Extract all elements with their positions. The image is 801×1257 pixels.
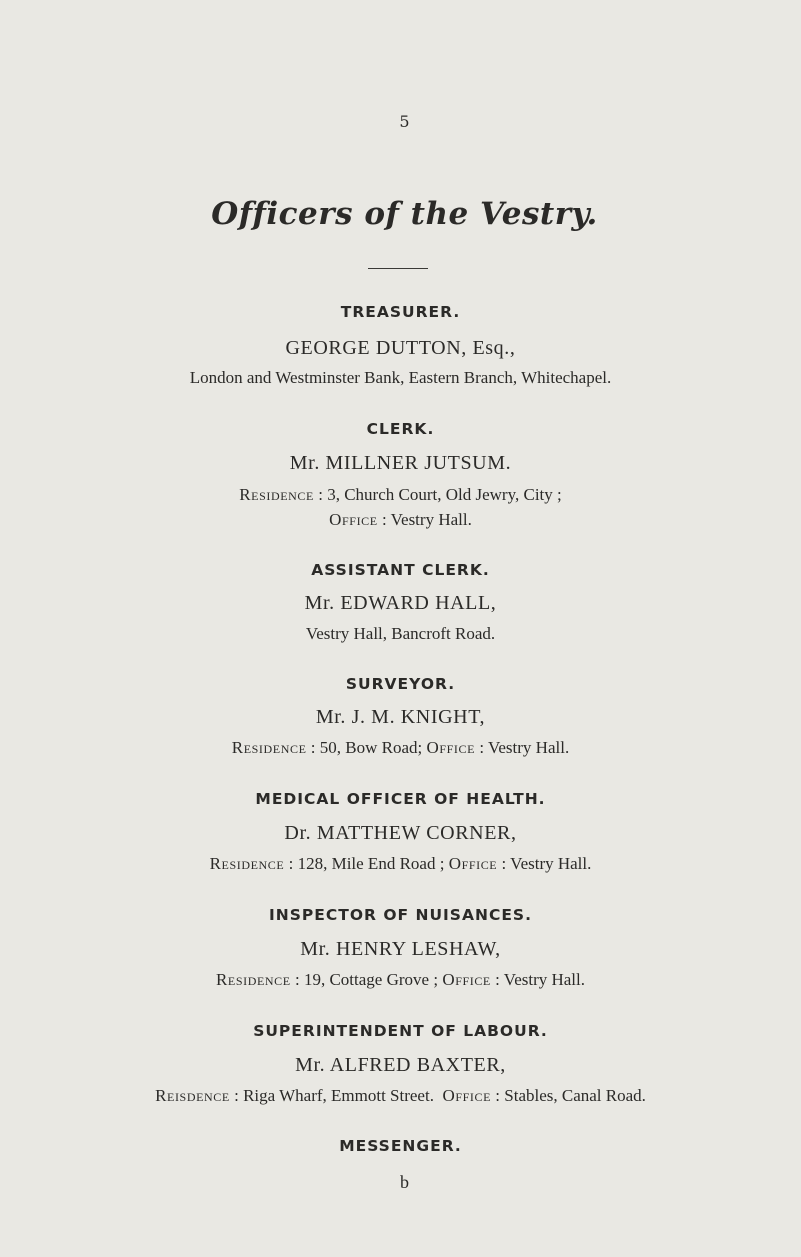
treasurer-heading: TREASURER.	[340, 303, 461, 321]
residence-label: Residence	[231, 738, 307, 757]
medical-officer-office: Vestry Hall.	[510, 854, 592, 873]
medical-officer-heading: MEDICAL OFFICER OF HEALTH.	[255, 790, 546, 808]
inspector-residence: 19, Cottage Grove ;	[303, 970, 439, 989]
medical-officer-name: Dr. MATTHEW CORNER,	[284, 822, 517, 844]
superintendent-details: Reisdence : Riga Wharf, Emmott Street. Office : Stables, Canal Road.	[155, 1086, 646, 1105]
clerk-residence-line: Residence : 3, Church Court, Old Jewry, City ;	[239, 485, 562, 504]
messenger-heading: MESSENGER.	[339, 1137, 462, 1155]
page-number: 5	[399, 112, 410, 131]
office-label: Office	[442, 1086, 492, 1105]
surveyor-residence: 50, Bow Road;	[319, 738, 423, 757]
clerk-name: Mr. MILLNER JUTSUM.	[289, 452, 512, 474]
surveyor-name: Mr. J. M. KNIGHT,	[315, 706, 486, 728]
treasurer-name: GEORGE DUTTON, Esq.,	[285, 337, 516, 359]
assistant-clerk-heading: ASSISTANT CLERK.	[311, 561, 490, 579]
office-label: Office	[448, 854, 498, 873]
office-label: Office	[442, 970, 491, 989]
page-title: Officers of the Vestry.	[211, 196, 598, 232]
assistant-clerk-address: Vestry Hall, Bancroft Road.	[305, 624, 496, 643]
title-divider	[368, 268, 428, 269]
clerk-residence: 3, Church Court, Old Jewry, City ;	[327, 485, 562, 504]
superintendent-residence: Riga Wharf, Emmott Street.	[243, 1086, 434, 1105]
superintendent-office: Stables, Canal Road.	[504, 1086, 646, 1105]
residence-label: Reisdence	[155, 1086, 230, 1105]
clerk-heading: CLERK.	[366, 420, 435, 438]
signature-mark: b	[400, 1172, 409, 1192]
residence-label: Residence	[209, 854, 285, 873]
office-label: Office	[329, 510, 378, 529]
medical-officer-details: Residence : 128, Mile End Road ; Office : Vestry Hall.	[209, 854, 592, 873]
clerk-office: Vestry Hall.	[390, 510, 472, 529]
inspector-heading: INSPECTOR OF NUISANCES.	[269, 906, 532, 924]
inspector-details: Residence : 19, Cottage Grove ; Office : Vestry Hall.	[215, 970, 586, 989]
treasurer-address: London and Westminster Bank, Eastern Branch, Whitechapel.	[189, 368, 612, 387]
surveyor-heading: SURVEYOR.	[345, 675, 456, 693]
inspector-office: Vestry Hall.	[503, 970, 586, 989]
assistant-clerk-name: Mr. EDWARD HALL,	[304, 592, 497, 614]
surveyor-details: Residence : 50, Bow Road; Office : Vestry Hall.	[231, 738, 570, 757]
residence-label: Residence	[239, 485, 314, 504]
surveyor-office: Vestry Hall.	[487, 738, 570, 757]
medical-officer-residence: 128, Mile End Road ;	[297, 854, 445, 873]
superintendent-heading: SUPERINTENDENT OF LABOUR.	[253, 1022, 548, 1040]
clerk-office-line: Office : Vestry Hall.	[329, 510, 472, 529]
office-label: Office	[426, 738, 476, 757]
residence-label: Residence	[215, 970, 291, 989]
superintendent-name: Mr. ALFRED BAXTER,	[295, 1054, 506, 1076]
inspector-name: Mr. HENRY LESHAW,	[300, 938, 501, 960]
